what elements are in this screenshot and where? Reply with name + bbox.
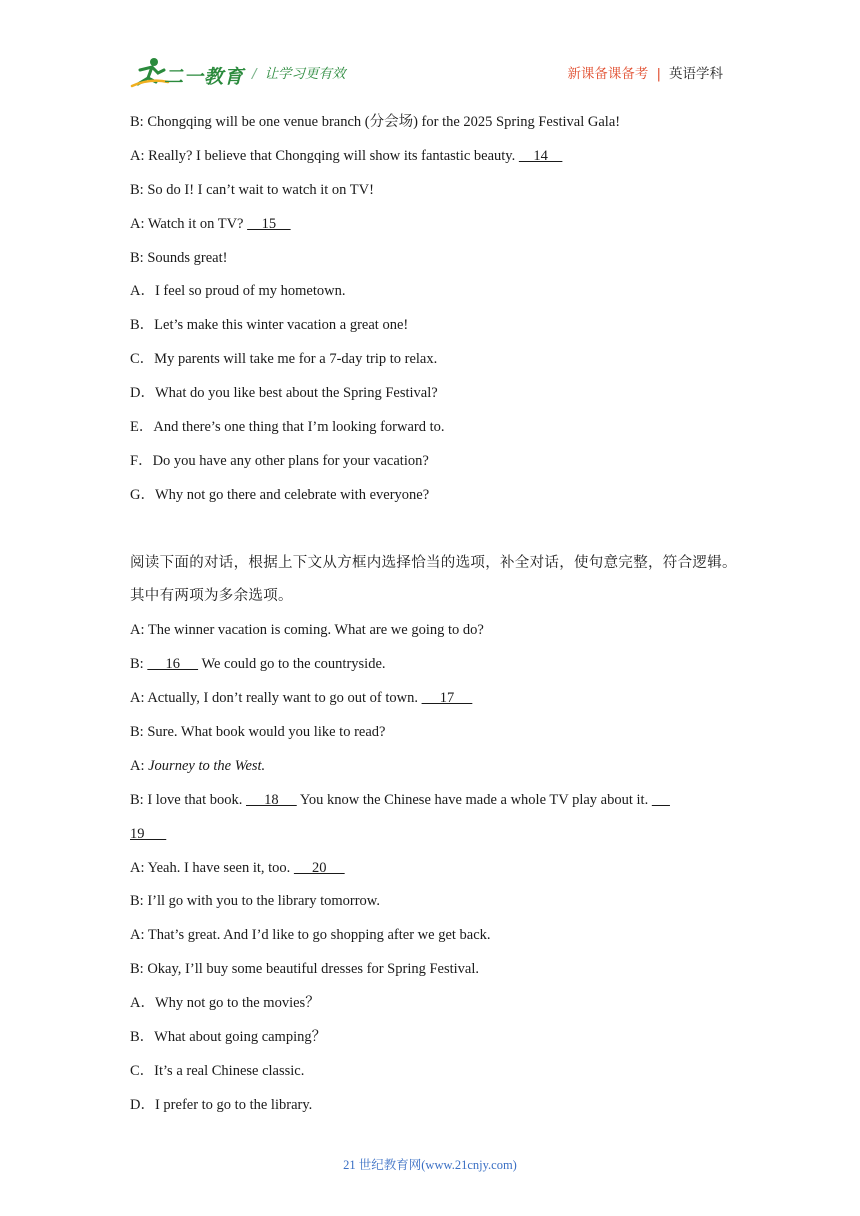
instruction-line: 阅读下面的对话，根据上下文从方框内选择恰当的选项，补全对话，使句意完整，符合逻辑。 — [130, 554, 737, 571]
line-text: A: Yeah. I have seen it, too. — [130, 859, 294, 876]
dialogue-line — [130, 146, 742, 180]
dialogue-line — [130, 790, 742, 824]
line-text: A: — [130, 757, 149, 774]
dialogue-line — [130, 925, 742, 959]
subject-label: 英语学科 — [669, 66, 723, 82]
page-header — [0, 0, 860, 100]
section-spacer — [130, 519, 742, 553]
dialogue-line — [130, 722, 742, 756]
dialogue-line — [130, 688, 742, 722]
answer-blank-16: 16 — [147, 656, 199, 673]
option-item: E．And there’s one thing that I’m looking forward to. — [130, 419, 445, 436]
option-item: B．What about going camping？ — [130, 1029, 327, 1046]
line-text: A: Really? I believe that Chongqing will show its fantastic beauty. — [130, 147, 519, 164]
option-item: D．I prefer to go to the library. — [130, 1096, 313, 1113]
dialogue-line — [130, 858, 742, 892]
answer-blank-17: 17 — [421, 690, 473, 707]
document-body — [130, 112, 742, 1129]
dialogue-line — [130, 620, 742, 654]
dialogue-line — [130, 959, 742, 993]
line-text: B: I’ll go with you to the library tomorrow. — [130, 893, 380, 910]
option-item: C．My parents will take me for a 7-day trip to relax. — [130, 351, 438, 368]
dialogue-line — [130, 112, 742, 146]
dialogue-line — [130, 654, 742, 688]
line-text: B: Sounds great! — [130, 249, 228, 266]
logo-text: 二一教育 — [164, 66, 245, 88]
slogan — [252, 62, 346, 82]
line-text: We could go to the countryside. — [198, 656, 386, 673]
book-title: Journey to the West. — [148, 757, 266, 774]
page-footer[interactable]: 21 世纪教育网(www.21cnjy.com) — [343, 1158, 517, 1172]
slogan-text: 让学习更有效 — [264, 66, 346, 82]
option-item: B．Let’s make this winter vacation a great one! — [130, 317, 409, 334]
header-separator: | — [656, 66, 661, 82]
answer-blank-14: 14 — [518, 147, 563, 164]
instruction-line: 其中有两项为多余选项。 — [130, 588, 293, 605]
line-text: A: That’s great. And I’d like to go shopping after we get back. — [130, 927, 491, 944]
slogan-slash-icon: / — [252, 66, 257, 82]
line-text: B: Okay, I’ll buy some beautiful dresses for Spring Festival. — [130, 961, 480, 978]
dialogue-line — [130, 248, 742, 282]
answer-blank-15: 15 — [247, 215, 291, 232]
answer-blank-19-start — [652, 790, 670, 810]
line-text: A: Actually, I don’t really want to go out of town. — [130, 690, 422, 707]
line-text: You know the Chinese have made a whole TV play about it. — [296, 791, 652, 808]
line-text: B: Sure. What book would you like to read? — [130, 724, 386, 741]
dialogue-line — [130, 756, 742, 790]
dialogue-line — [130, 180, 742, 214]
option-item: A．I feel so proud of my hometown. — [130, 283, 346, 300]
dialogue-line — [130, 891, 742, 925]
dialogue-line — [130, 824, 742, 858]
dialogue-line — [130, 214, 742, 248]
answer-blank-18: 18 — [246, 791, 297, 808]
header-labels — [567, 62, 723, 82]
line-text: A: Watch it on TV? — [130, 215, 248, 232]
line-text: B: So do I! I can’t wait to watch it on TV! — [130, 181, 374, 198]
line-text: A: The winner vacation is coming. What are we going to do? — [130, 622, 484, 639]
option-item: F．Do you have any other plans for your vacation? — [130, 452, 429, 469]
answer-blank-20: 20 — [293, 859, 345, 876]
line-text: B: — [130, 656, 148, 673]
line-text: B: I love that book. — [130, 791, 246, 808]
line-text: B: Chongqing will be one venue branch (分会场) for the 2025 Spring Festival Gala! — [130, 114, 621, 130]
option-item: D．What do you like best about the Spring Festival? — [130, 385, 438, 402]
exam-label: 新课备课备考 — [567, 66, 649, 82]
option-item: A．Why not go to the movies？ — [130, 995, 320, 1012]
brand-logo — [130, 56, 245, 90]
option-item: G．Why not go there and celebrate with everyone? — [130, 486, 430, 503]
option-item: C．It’s a real Chinese classic. — [130, 1062, 305, 1079]
answer-blank-19: 19 — [130, 825, 167, 842]
